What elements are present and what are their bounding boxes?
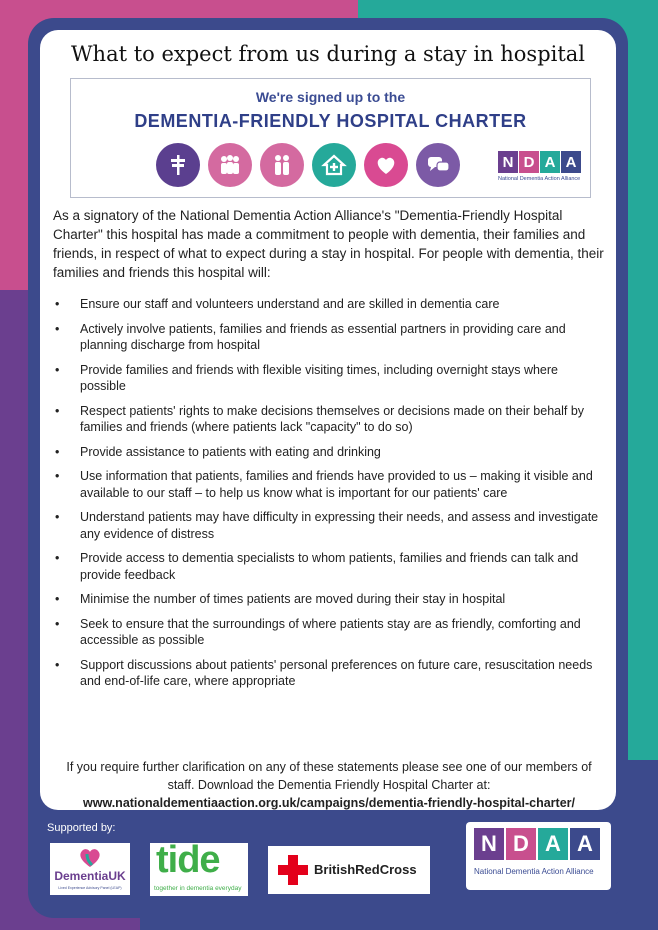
charter-icon-row bbox=[156, 143, 460, 187]
ndaa-letter: A bbox=[538, 828, 568, 860]
red-cross-icon bbox=[278, 855, 308, 885]
dementia-uk-heart-icon bbox=[75, 846, 105, 868]
speech-bubbles-icon bbox=[416, 143, 460, 187]
list-item bbox=[53, 444, 605, 461]
poster-title: What to expect from us during a stay in hospital bbox=[70, 42, 586, 66]
list-item bbox=[53, 362, 605, 395]
ndaa-letter: A bbox=[561, 151, 581, 173]
list-item-text: Ensure our staff and volunteers understand and are skilled in dementia care bbox=[80, 297, 500, 311]
charter-url-link[interactable]: www.nationaldementiaaction.org.uk/campaigns/dementia-friendly-hospital-charter/ bbox=[83, 796, 575, 810]
banner-title: DEMENTIA-FRIENDLY HOSPITAL CHARTER bbox=[134, 111, 527, 131]
ndaa-letter: A bbox=[540, 151, 560, 173]
bullet-dot: • bbox=[55, 444, 60, 459]
bullet-dot: • bbox=[55, 362, 60, 377]
british-red-cross-logo bbox=[268, 846, 430, 894]
supported-by-label: Supported by: bbox=[47, 822, 116, 834]
red-cross-wordmark: BritishRedCross bbox=[314, 862, 417, 877]
list-item bbox=[53, 591, 605, 608]
poster-card bbox=[40, 30, 616, 810]
list-item-text: Provide access to dementia specialists to whom patients, families and friends can talk and provide feedback bbox=[80, 551, 579, 582]
list-item bbox=[53, 509, 605, 542]
dementia-uk-logo bbox=[50, 843, 130, 895]
dementia-uk-tagline: Lived Experience Advisory Panel (LEAP) bbox=[58, 886, 122, 890]
signpost-icon bbox=[156, 143, 200, 187]
list-item-text: Support discussions about patients' personal preferences on future care, resuscitation needs and end-of-life care, where appropriate bbox=[80, 657, 593, 688]
list-item-text: Use information that patients, families and friends have provided to us – making it visible and available to our staff – to help us know what is important for our patients' care bbox=[80, 469, 593, 500]
ndaa-letter: A bbox=[570, 828, 600, 860]
bullet-dot: • bbox=[55, 297, 60, 311]
banner-subtitle: We're signed up to the bbox=[255, 89, 406, 105]
ndaa-logo-large bbox=[466, 822, 611, 890]
outro-text: If you require further clarification on any of these statements please see one of our members of staff. Download the Dementia Friendly Hospital Charter at: bbox=[66, 760, 592, 792]
dementia-uk-wordmark: DementiaUK bbox=[54, 869, 126, 883]
ndaa-letter: D bbox=[519, 151, 539, 173]
list-item bbox=[53, 616, 605, 649]
home-plus-icon bbox=[312, 143, 356, 187]
bullet-dot: • bbox=[55, 403, 60, 418]
list-item-text: Actively involve patients, families and friends as essential partners in providing care and planning discharge from hospital bbox=[80, 321, 566, 352]
tide-tagline: together in dementia everyday bbox=[154, 885, 242, 892]
list-item-text: Provide families and friends with flexible visiting times, including overnight stays where possible bbox=[80, 362, 558, 393]
list-item-text: Seek to ensure that the surroundings of where patients stay are as friendly, comforting and accessible as possible bbox=[80, 616, 581, 647]
ndaa-letters bbox=[498, 151, 584, 173]
list-item-text: Respect patients' rights to make decisions themselves or decisions made on their behalf by families and friends (where patients lack "capacity" to do so) bbox=[80, 403, 585, 434]
bullet-dot: • bbox=[55, 616, 60, 631]
group-people-icon bbox=[208, 143, 252, 187]
bullet-dot: • bbox=[55, 657, 60, 672]
ndaa-letter: D bbox=[506, 828, 536, 860]
list-item bbox=[53, 550, 605, 583]
bullet-dot: • bbox=[55, 592, 60, 606]
ndaa-letters bbox=[474, 828, 602, 860]
list-item bbox=[53, 296, 605, 313]
tide-logo bbox=[150, 839, 248, 896]
bullet-dot: • bbox=[55, 551, 60, 565]
list-item bbox=[53, 321, 605, 354]
two-people-icon bbox=[260, 143, 304, 187]
outro-paragraph bbox=[53, 758, 605, 812]
ndaa-caption: National Dementia Action Alliance bbox=[474, 867, 594, 876]
list-item-text: Understand patients may have difficulty in expressing their needs, and assess and investigate any evidence of distress bbox=[80, 510, 599, 541]
list-item bbox=[53, 657, 605, 690]
heart-icon bbox=[364, 143, 408, 187]
commitment-list bbox=[53, 296, 605, 698]
tide-wordmark: tide bbox=[156, 839, 220, 881]
intro-paragraph: As a signatory of the National Dementia Action Alliance's "Dementia-Friendly Hospital Charter" this hospital has made a commitment to people with dementia, their families and friends, in respect of what to expect during a stay in hospital. For people with dementia, their families and friends this hospital will: bbox=[53, 208, 604, 280]
bullet-dot: • bbox=[55, 321, 60, 336]
list-item bbox=[53, 403, 605, 436]
bullet-dot: • bbox=[55, 469, 60, 483]
ndaa-letter: N bbox=[498, 151, 518, 173]
list-item bbox=[53, 468, 605, 501]
ndaa-letter: N bbox=[474, 828, 504, 860]
ndaa-logo-small bbox=[498, 151, 584, 182]
list-item-text: Minimise the number of times patients are moved during their stay in hospital bbox=[80, 592, 506, 606]
ndaa-caption: National Dementia Action Alliance bbox=[498, 176, 581, 182]
bullet-dot: • bbox=[55, 510, 60, 524]
list-item-text: Provide assistance to patients with eating and drinking bbox=[80, 444, 381, 459]
charter-banner bbox=[70, 78, 591, 198]
